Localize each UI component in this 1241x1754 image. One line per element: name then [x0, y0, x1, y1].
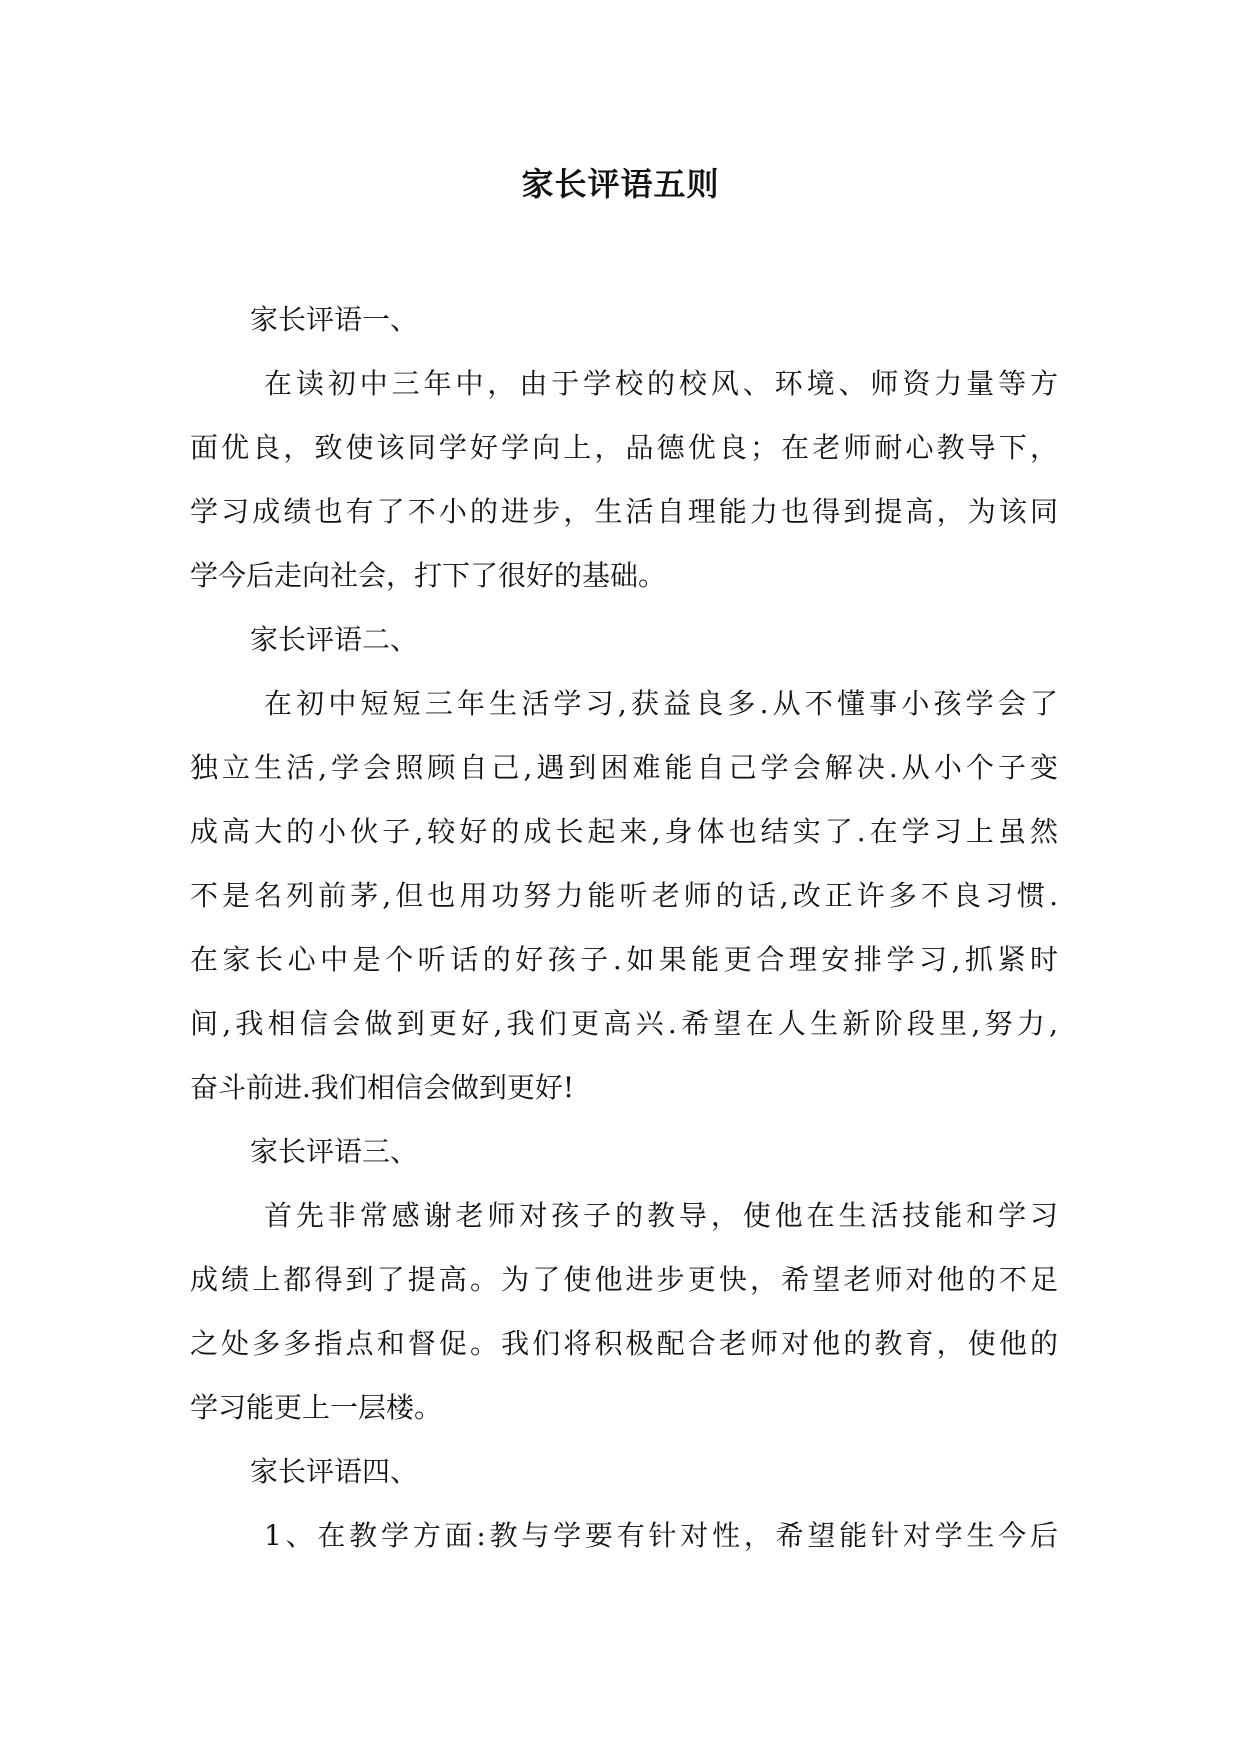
paragraph-line: 首先非常感谢老师对孩子的教导，使他在生活技能和学习 [264, 1199, 1058, 1232]
paragraph-line: 1、在教学方面:教与学要有针对性，希望能针对学生今后 [264, 1519, 1058, 1552]
paragraph-line: 学习成绩也有了不小的进步，生活自理能力也得到提高，为该同 [190, 495, 1058, 528]
paragraph-line: 不是名列前茅,但也用功努力能听老师的话,改正许多不良习惯. [190, 879, 1058, 912]
paragraph-line: 面优良，致使该同学好学向上，品德优良；在老师耐心教导下， [190, 431, 1058, 464]
section-paragraph [190, 1184, 1058, 1440]
paragraph-line: 在家长心中是个听话的好孩子.如果能更合理安排学习,抓紧时 [190, 943, 1058, 976]
section-heading: 家长评语四、 [250, 1455, 419, 1488]
comment-section-3 [190, 1120, 1058, 1440]
paragraph-line: 之处多多指点和督促。我们将积极配合老师对他的教育，使他的 [190, 1327, 1058, 1360]
paragraph-line: 独立生活,学会照顾自己,遇到困难能自己学会解决.从小个子变 [190, 751, 1058, 784]
section-heading: 家长评语二、 [250, 623, 419, 656]
section-paragraph [190, 352, 1058, 608]
section-paragraph [190, 672, 1058, 1120]
section-heading: 家长评语一、 [250, 303, 419, 336]
paragraph-line: 成高大的小伙子,较好的成长起来,身体也结实了.在学习上虽然 [190, 815, 1058, 848]
section-heading: 家长评语三、 [250, 1135, 419, 1168]
paragraph-line: 学习能更上一层楼。 [190, 1391, 443, 1424]
paragraph-line: 在初中短短三年生活学习,获益良多.从不懂事小孩学会了 [264, 687, 1058, 720]
paragraph-line: 间,我相信会做到更好,我们更高兴.希望在人生新阶段里,努力, [190, 1007, 1058, 1040]
paragraph-line: 成绩上都得到了提高。为了使他进步更快，希望老师对他的不足 [190, 1263, 1058, 1296]
section-paragraph [190, 1504, 1058, 1568]
paragraph-line: 在读初中三年中，由于学校的校风、环境、师资力量等方 [264, 367, 1058, 400]
paragraph-line: 奋斗前进.我们相信会做到更好! [190, 1071, 575, 1104]
comment-section-1 [190, 288, 1058, 608]
document-body [190, 288, 1058, 1568]
document-title: 家长评语五则 [521, 165, 720, 203]
comment-section-4 [190, 1440, 1058, 1568]
comment-section-2 [190, 608, 1058, 1120]
paragraph-line: 学今后走向社会，打下了很好的基础。 [190, 559, 667, 592]
